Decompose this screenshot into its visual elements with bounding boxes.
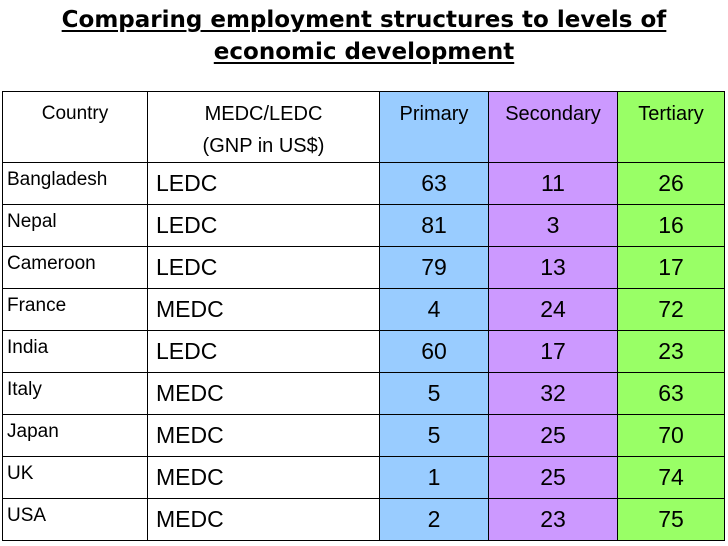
table-body: [3, 163, 725, 541]
primary-cell: 4: [380, 289, 489, 331]
secondary-cell: 17: [489, 331, 618, 373]
primary-cell: 79: [380, 247, 489, 289]
table-row: [3, 415, 725, 457]
development-cell: LEDC: [148, 163, 380, 205]
header-primary: Primary: [380, 92, 489, 163]
header-row: [3, 92, 725, 163]
header-tertiary: Tertiary: [618, 92, 725, 163]
header-secondary: Secondary: [489, 92, 618, 163]
secondary-cell: 11: [489, 163, 618, 205]
development-cell: LEDC: [148, 205, 380, 247]
tertiary-cell: 70: [618, 415, 725, 457]
header-country: Country: [3, 92, 148, 163]
development-cell: MEDC: [148, 373, 380, 415]
page-title: [0, 4, 728, 68]
tertiary-cell: 75: [618, 499, 725, 541]
primary-cell: 60: [380, 331, 489, 373]
table-row: [3, 205, 725, 247]
table-row: [3, 163, 725, 205]
primary-cell: 1: [380, 457, 489, 499]
tertiary-cell: 26: [618, 163, 725, 205]
table-row: [3, 247, 725, 289]
primary-cell: 5: [380, 415, 489, 457]
primary-cell: 2: [380, 499, 489, 541]
secondary-cell: 32: [489, 373, 618, 415]
secondary-cell: 3: [489, 205, 618, 247]
country-cell: Japan: [3, 415, 148, 457]
country-cell: UK: [3, 457, 148, 499]
development-cell: MEDC: [148, 415, 380, 457]
country-cell: Italy: [3, 373, 148, 415]
employment-table: [2, 91, 725, 541]
country-cell: India: [3, 331, 148, 373]
tertiary-cell: 74: [618, 457, 725, 499]
tertiary-cell: 23: [618, 331, 725, 373]
table-row: [3, 499, 725, 541]
tertiary-cell: 17: [618, 247, 725, 289]
country-cell: Nepal: [3, 205, 148, 247]
country-cell: Bangladesh: [3, 163, 148, 205]
table-row: [3, 457, 725, 499]
secondary-cell: 25: [489, 457, 618, 499]
development-cell: MEDC: [148, 499, 380, 541]
development-cell: MEDC: [148, 457, 380, 499]
tertiary-cell: 16: [618, 205, 725, 247]
header-dev-line-2: (GNP in US$): [202, 135, 325, 157]
primary-cell: 81: [380, 205, 489, 247]
secondary-cell: 24: [489, 289, 618, 331]
title-line-2: economic development: [213, 39, 515, 65]
secondary-cell: 25: [489, 415, 618, 457]
table-row: [3, 289, 725, 331]
tertiary-cell: 72: [618, 289, 725, 331]
development-cell: MEDC: [148, 289, 380, 331]
secondary-cell: 23: [489, 499, 618, 541]
table-row: [3, 373, 725, 415]
development-cell: LEDC: [148, 247, 380, 289]
country-cell: France: [3, 289, 148, 331]
primary-cell: 63: [380, 163, 489, 205]
secondary-cell: 13: [489, 247, 618, 289]
tertiary-cell: 63: [618, 373, 725, 415]
country-cell: Cameroon: [3, 247, 148, 289]
primary-cell: 5: [380, 373, 489, 415]
header-development: [148, 92, 380, 163]
development-cell: LEDC: [148, 331, 380, 373]
table-row: [3, 331, 725, 373]
country-cell: USA: [3, 499, 148, 541]
header-dev-line-1: MEDC/LEDC: [204, 103, 323, 125]
title-line-1: Comparing employment structures to levels of: [61, 7, 667, 33]
